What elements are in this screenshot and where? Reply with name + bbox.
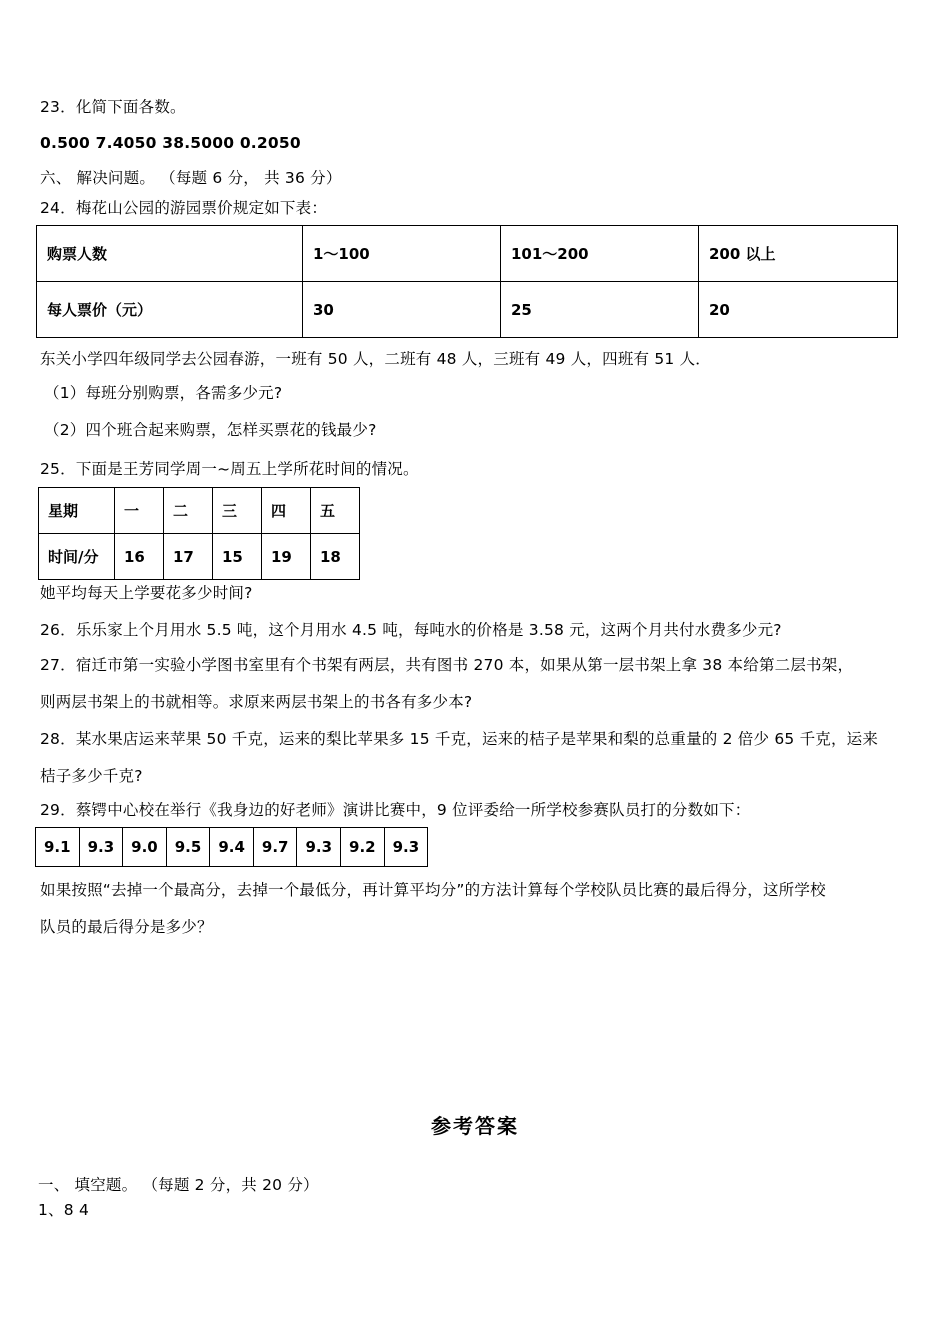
table-row xyxy=(39,534,360,580)
question-27-line2: 则两层书架上的书就相等。求原来两层书架上的书各有多少本? xyxy=(40,693,473,711)
score-cell-2: 9.3 xyxy=(79,828,123,867)
score-cell-7: 9.3 xyxy=(297,828,341,867)
score-cell-3: 9.0 xyxy=(123,828,167,867)
question-27-line1: 27．宿迁市第一实验小学图书室里有个书架有两层，共有图书 270 本，如果从第一层书架上拿 38 本给第二层书架， xyxy=(40,656,854,674)
time-thu: 19 xyxy=(262,534,311,580)
question-23-numbers: 0.500 7.4050 38.5000 0.2050 xyxy=(40,134,301,152)
ticket-range-1: 1～100 xyxy=(303,226,501,282)
table-row xyxy=(37,282,898,338)
weekday-tue: 二 xyxy=(164,488,213,534)
weekday-thu: 四 xyxy=(262,488,311,534)
question-28-line1: 28．某水果店运来苹果 50 千克，运来的梨比苹果多 15 千克，运来的桔子是苹果和梨的总重量的 2 倍少 65 千克，运来 xyxy=(40,730,879,748)
time-tue: 17 xyxy=(164,534,213,580)
weekday-fri: 五 xyxy=(311,488,360,534)
time-wed: 15 xyxy=(213,534,262,580)
ticket-range-3: 200 以上 xyxy=(699,226,898,282)
question-25-prompt: 25．下面是王芳同学周一~周五上学所花时间的情况。 xyxy=(40,460,419,478)
question-26-text: 26．乐乐家上个月用水 5.5 吨，这个月用水 4.5 吨，每吨水的价格是 3.58 元，这两个月共付水费多少元? xyxy=(40,621,782,639)
table-row xyxy=(39,488,360,534)
weekday-wed: 三 xyxy=(213,488,262,534)
score-cell-5: 9.4 xyxy=(210,828,254,867)
question-29-line1: 如果按照“去掉一个最高分，去掉一个最低分，再计算平均分”的方法计算每个学校队员比赛的最后得分，这所学校 xyxy=(40,881,826,899)
score-cell-4: 9.5 xyxy=(166,828,210,867)
table-row xyxy=(36,828,428,867)
question-24-body: 东关小学四年级同学去公园春游，一班有 50 人，二班有 48 人，三班有 49 人，四班有 51 人． xyxy=(40,350,712,368)
time-fri: 18 xyxy=(311,534,360,580)
score-cell-1: 9.1 xyxy=(36,828,80,867)
time-mon: 16 xyxy=(115,534,164,580)
table-row xyxy=(37,226,898,282)
ticket-row-label: 购票人数 xyxy=(37,226,303,282)
weekday-time-table xyxy=(38,487,360,580)
time-row-label: 时间/分 xyxy=(39,534,115,580)
question-29-prompt: 29．蔡锷中心校在举行《我身边的好老师》演讲比赛中，9 位评委给一所学校参赛队员打的分数如下： xyxy=(40,801,751,819)
score-cell-6: 9.7 xyxy=(253,828,297,867)
question-24-prompt: 24．梅花山公园的游园票价规定如下表： xyxy=(40,199,328,217)
answer-item-1: 1、8 4 xyxy=(38,1201,90,1219)
answer-section-1-heading: 一、 填空题。 （每题 2 分，共 20 分） xyxy=(38,1176,319,1194)
ticket-price-table xyxy=(36,225,898,338)
question-24-sub2: （2）四个班合起来购票，怎样买票花的钱最少? xyxy=(44,421,377,439)
ticket-range-2: 101～200 xyxy=(501,226,699,282)
answer-key-title: 参考答案 xyxy=(431,1114,519,1138)
price-value-3: 20 xyxy=(699,282,898,338)
price-value-2: 25 xyxy=(501,282,699,338)
price-value-1: 30 xyxy=(303,282,501,338)
question-28-line2: 桔子多少千克? xyxy=(40,767,143,785)
section-six-heading: 六、 解决问题。 （每题 6 分， 共 36 分） xyxy=(40,169,342,187)
question-25-question: 她平均每天上学要花多少时间? xyxy=(40,584,253,602)
weekday-mon: 一 xyxy=(115,488,164,534)
price-row-label: 每人票价（元） xyxy=(37,282,303,338)
question-23-prompt: 23．化简下面各数。 xyxy=(40,98,186,116)
weekday-row-label: 星期 xyxy=(39,488,115,534)
score-cell-8: 9.2 xyxy=(341,828,385,867)
question-29-line2: 队员的最后得分是多少？ xyxy=(40,918,213,936)
question-24-sub1: （1）每班分别购票，各需多少元? xyxy=(44,384,283,402)
score-cell-9: 9.3 xyxy=(384,828,428,867)
judge-scores-table xyxy=(35,827,428,867)
